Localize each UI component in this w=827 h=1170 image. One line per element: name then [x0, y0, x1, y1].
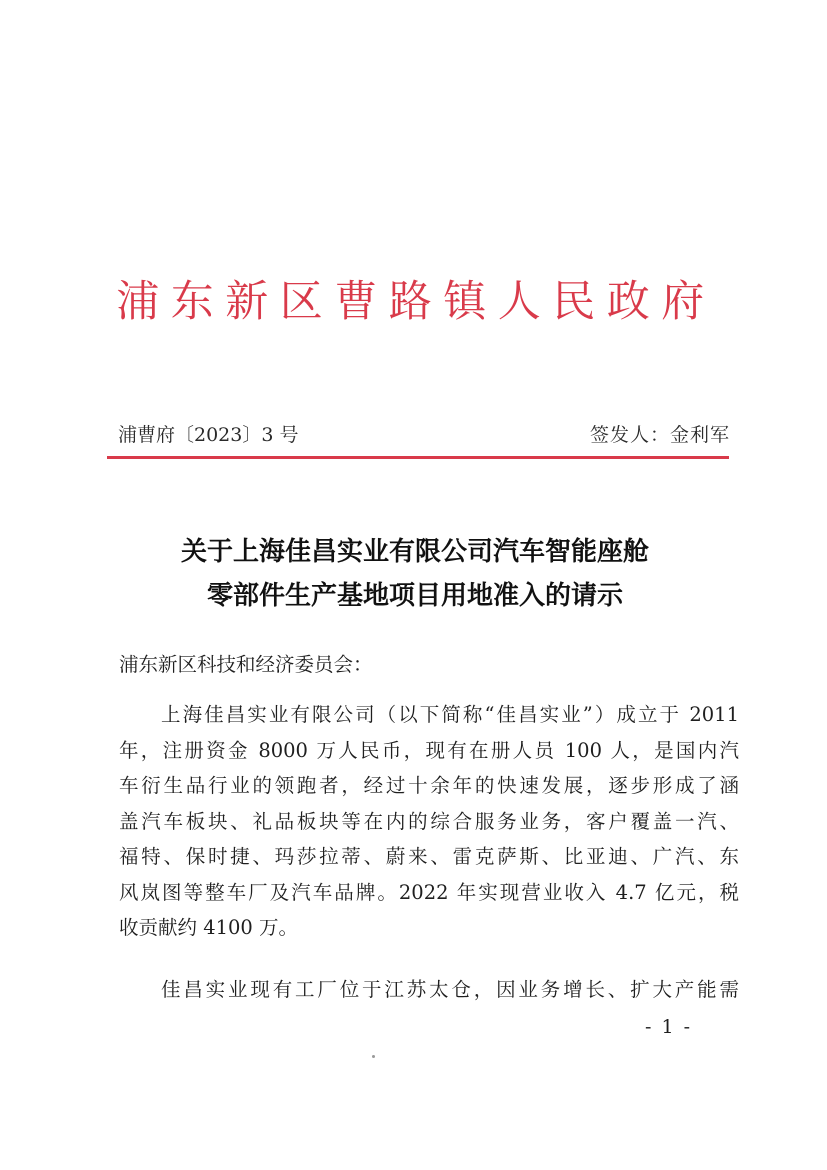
- scan-speck: [372, 1055, 375, 1058]
- body-paragraph-2: [119, 972, 739, 1008]
- paragraph-line: 上海佳昌实业有限公司（以下简称“佳昌实业”）成立于 2011: [161, 703, 739, 726]
- paragraph-line: 收贡献约 4100 万。: [119, 916, 299, 939]
- paragraph-line: 年，注册资金 8000 万人民币，现有在册人员 100 人，是国内汽: [119, 738, 739, 762]
- title-line: 关于上海佳昌实业有限公司汽车智能座舱: [180, 537, 649, 567]
- issuer-heading: 浦东新区曹路镇人民政府: [116, 277, 716, 327]
- paragraph-line: 盖汽车板块、礼品板块等在内的综合服务业务，客户覆盖一汽、: [119, 809, 739, 833]
- document-meta-row: [118, 420, 730, 450]
- body-paragraph-1: [119, 697, 739, 946]
- paragraph-line: 佳昌实业现有工厂位于江苏太仓，因业务增长、扩大产能需: [161, 978, 739, 1001]
- document-number: 浦曹府〔2023〕3 号: [118, 424, 299, 446]
- paragraph-line: 福特、保时捷、玛莎拉蒂、蔚来、雷克萨斯、比亚迪、广汽、东: [119, 845, 739, 868]
- paragraph-line: 风岚图等整车厂及汽车品牌。2022 年实现营业收入 4.7 亿元，税: [119, 880, 739, 904]
- red-divider-line: [107, 456, 729, 459]
- paragraph-line: 车衍生品行业的领跑者，经过十余年的快速发展，逐步形成了涵: [119, 774, 739, 797]
- document-title: [90, 530, 740, 618]
- title-line: 零部件生产基地项目用地准入的请示: [206, 581, 623, 611]
- page-number: - 1 -: [645, 1016, 693, 1038]
- addressee: 浦东新区科技和经济委员会：: [119, 653, 373, 676]
- signer: 签发人：金利军: [589, 424, 730, 446]
